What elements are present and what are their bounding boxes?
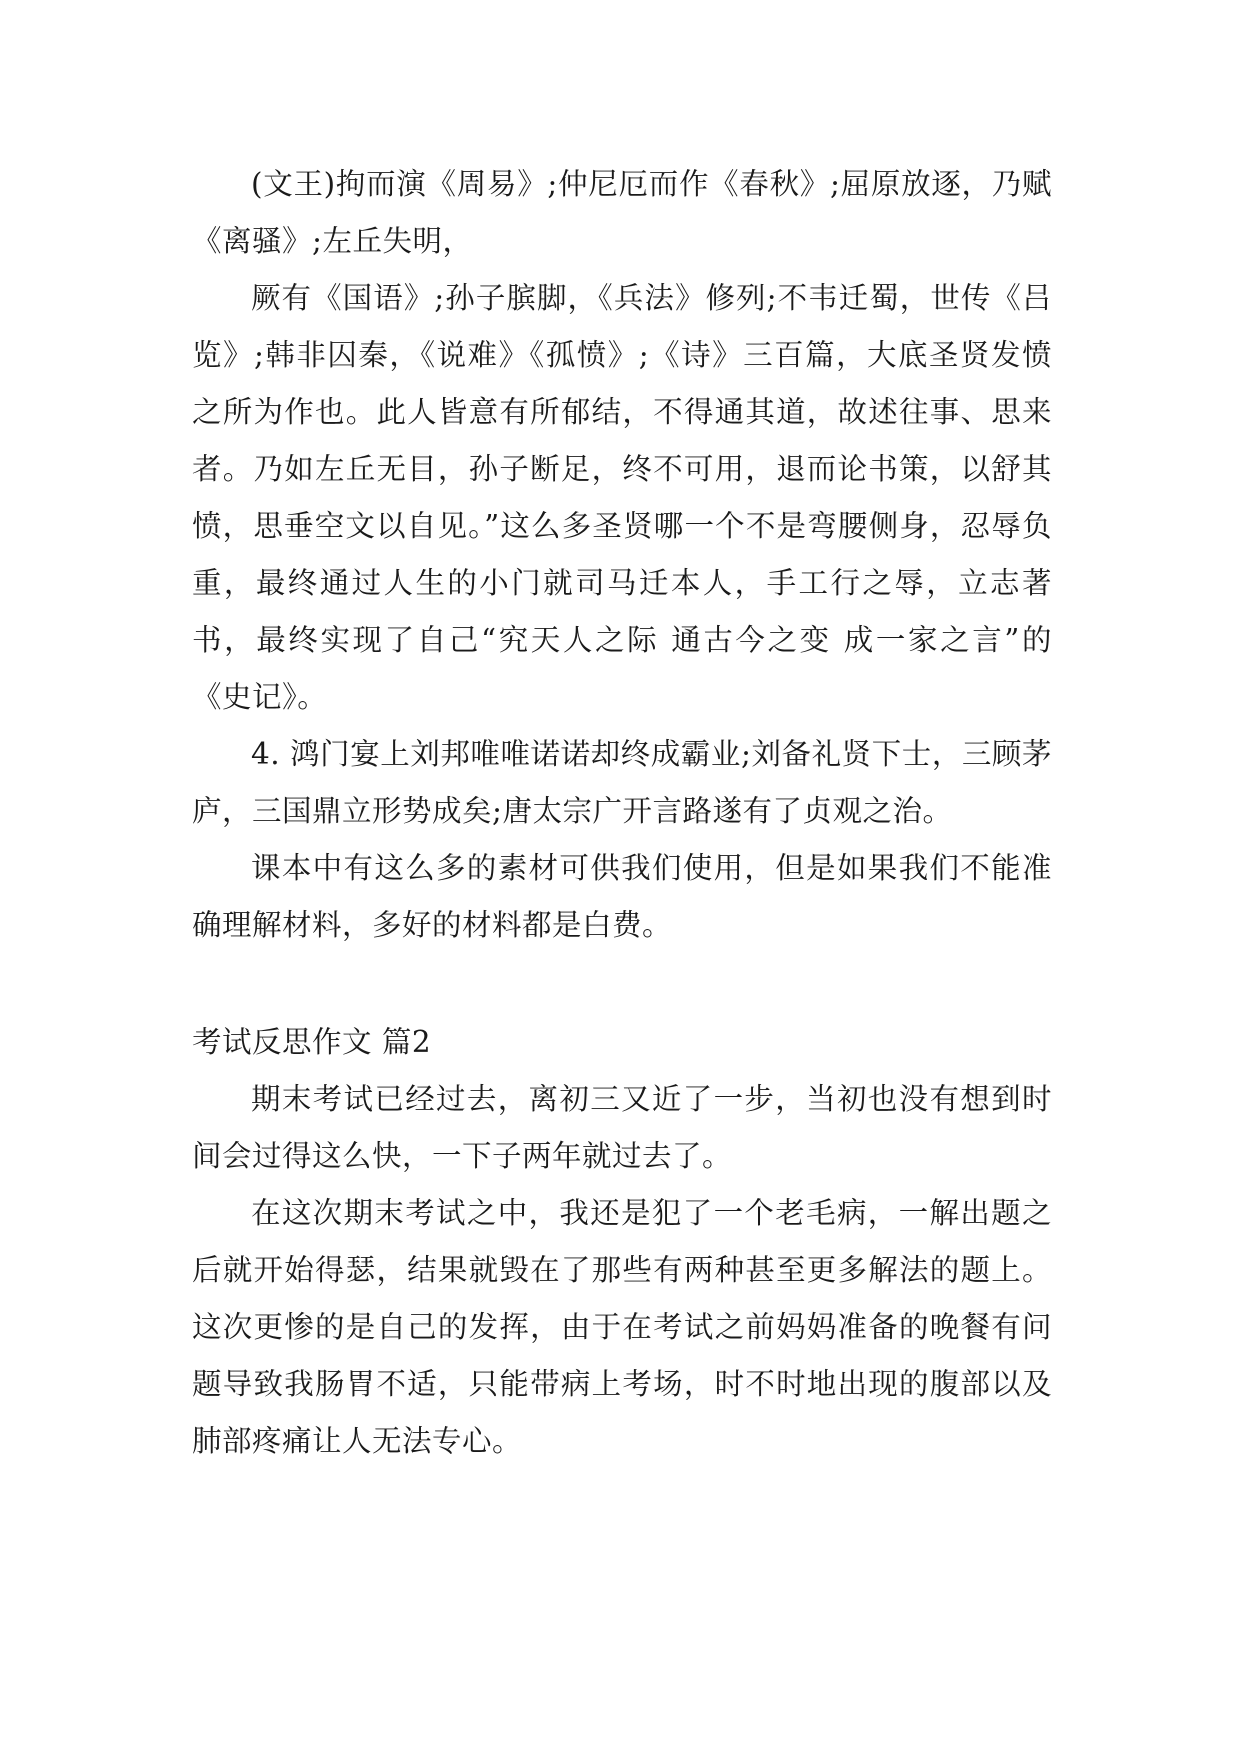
- paragraph: (文王)拘而演《周易》;仲尼厄而作《春秋》;屈原放逐，乃赋《离骚》;左丘失明，: [192, 167, 1052, 258]
- section-spacer: [192, 954, 1052, 1014]
- paragraph: 期末考试已经过去，离初三又近了一步，当初也没有想到时间会过得这么快，一下子两年就过去了。: [192, 1082, 1052, 1173]
- paragraph: 厥有《国语》;孙子膑脚，《兵法》修列;不韦迁蜀，世传《吕览》;韩非囚秦，《说难》《孤愤》;《诗》三百篇，大底圣贤发愤之所为作也。此人皆意有所郁结，不得通其道，故述往事、思来者。乃如左丘无目，孙子断足，终不可用，退而论书策，以舒其愤，思垂空文以自见。”这么多圣贤哪一个不是弯腰侧身，忍辱负重，最终通过人生的小门就司马迁本人，手工行之辱，立志著书，最终实现了自己“究天人之际 通古今之变 成一家之言”的《史记》。: [192, 281, 1052, 714]
- paragraph: 课本中有这么多的素材可供我们使用，但是如果我们不能准确理解材料，多好的材料都是白费。: [192, 851, 1052, 942]
- section-heading: 考试反思作文 篇2: [192, 1025, 432, 1059]
- document-page: [192, 156, 1052, 1470]
- paragraph: 4. 鸿门宴上刘邦唯唯诺诺却终成霸业;刘备礼贤下士，三顾茅庐，三国鼎立形势成矣;唐太宗广开言路遂有了贞观之治。: [192, 737, 1052, 828]
- paragraph: 在这次期末考试之中，我还是犯了一个老毛病，一解出题之后就开始得瑟，结果就毁在了那些有两种甚至更多解法的题上。这次更惨的是自己的发挥，由于在考试之前妈妈准备的晚餐有问题导致我肠胃不适，只能带病上考场，时不时地出现的腹部以及肺部疼痛让人无法专心。: [192, 1196, 1052, 1458]
